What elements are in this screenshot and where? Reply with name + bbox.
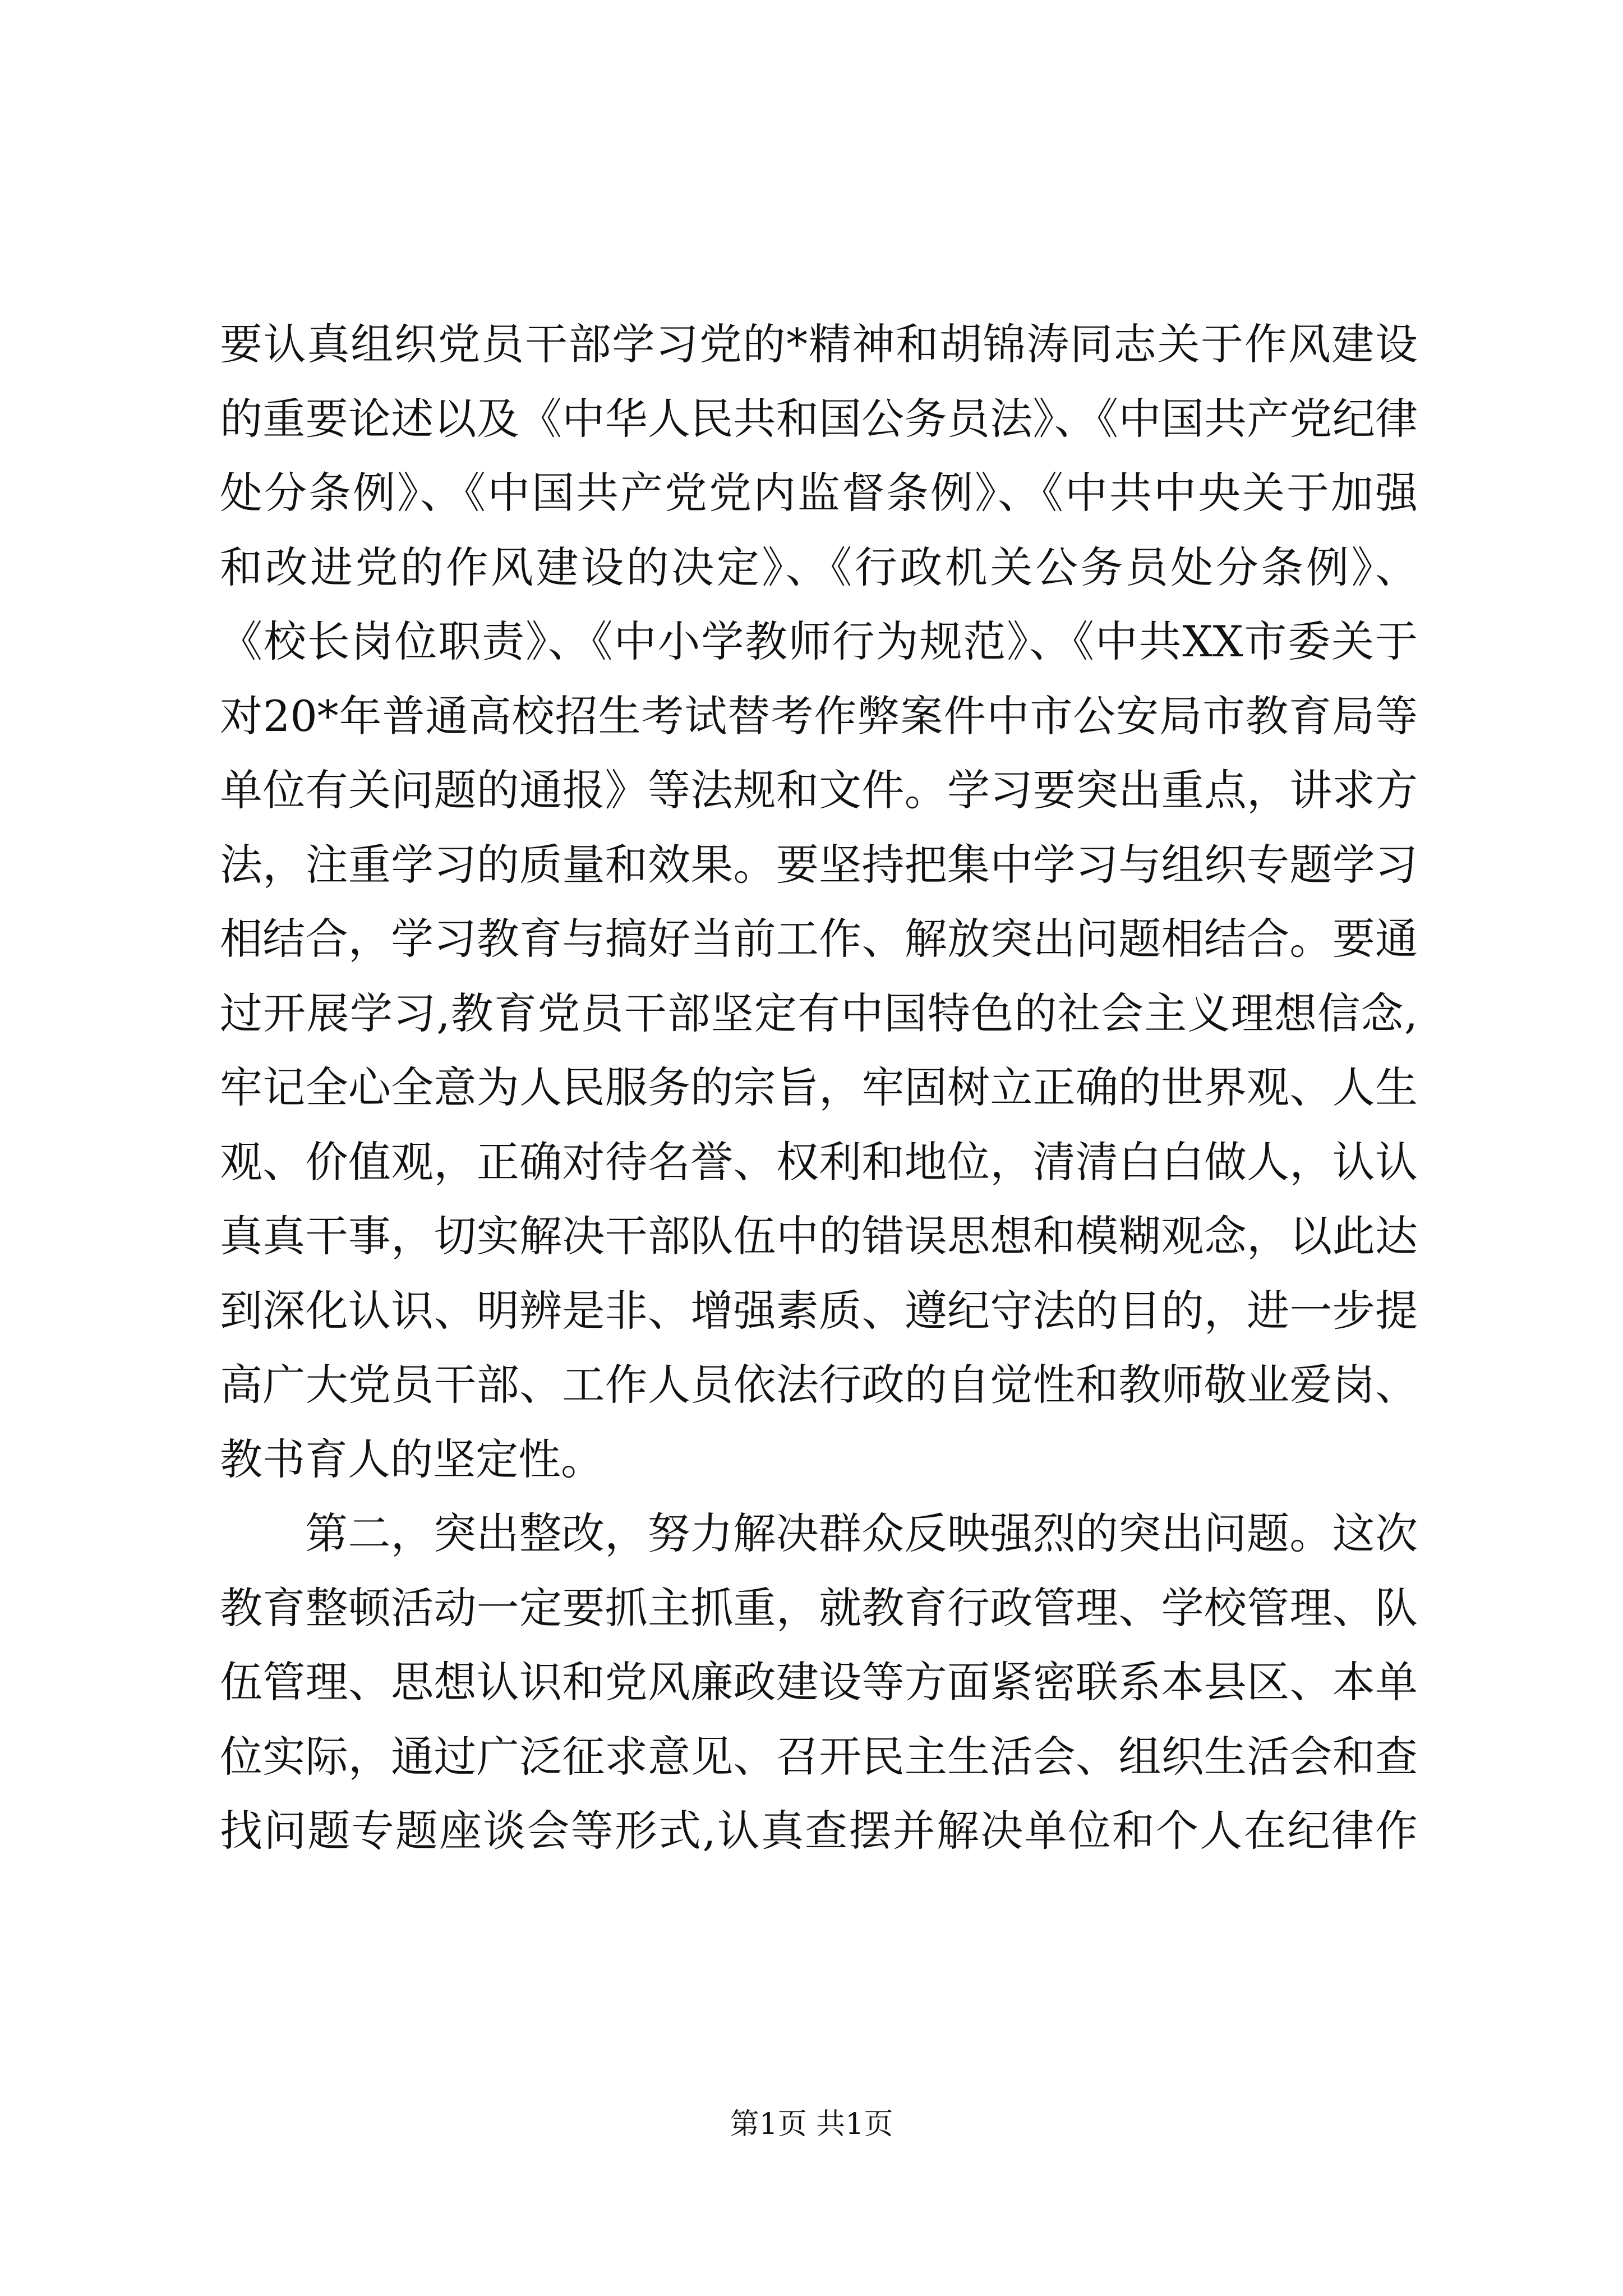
text-line: 伍管理、思想认识和党风廉政建设等方面紧密联系本县区、本单 <box>220 1657 1418 1707</box>
text-line: 教书育人的坚定性。 <box>220 1434 603 1484</box>
text-line: 对20*年普通高校招生考试替考作弊案件中市公安局市教育局等 <box>220 691 1418 741</box>
text-line: 教育整顿活动一定要抓主抓重，就教育行政管理、学校管理、队 <box>220 1582 1418 1633</box>
text-line: 的重要论述以及《中华人民共和国公务员法》、《中国共产党纪律 <box>220 393 1418 444</box>
text-line: 《校长岗位职责》、《中小学教师行为规范》、《中共XX市委关于 <box>220 616 1418 666</box>
text-line: 单位有关问题的通报》等法规和文件。学习要突出重点，讲求方 <box>220 765 1418 815</box>
text-line: 观、价值观，正确对待名誉、权利和地位，清清白白做人，认认 <box>220 1137 1418 1187</box>
text-line: 过开展学习,教育党员干部坚定有中国特色的社会主义理想信念, <box>220 988 1418 1038</box>
text-line: 第二，突出整改，努力解决群众反映强烈的突出问题。这次 <box>305 1508 1418 1558</box>
text-line: 要认真组织党员干部学习党的*精神和胡锦涛同志关于作风建设 <box>220 319 1418 369</box>
text-line: 高广大党员干部、工作人员依法行政的自觉性和教师敬业爱岗、 <box>220 1360 1418 1410</box>
text-line: 到深化认识、明辨是非、增强素质、遵纪守法的目的，进一步提 <box>220 1285 1418 1336</box>
text-line: 相结合，学习教育与搞好当前工作、解放突出问题相结合。要通 <box>220 914 1418 964</box>
text-line: 法，注重学习的质量和效果。要坚持把集中学习与组织专题学习 <box>220 839 1418 890</box>
text-line: 真真干事，切实解决干部队伍中的错误思想和模糊观念，以此达 <box>220 1211 1418 1261</box>
text-line: 找问题专题座谈会等形式,认真查摆并解决单位和个人在纪律作 <box>220 1806 1418 1856</box>
text-line: 和改进党的作风建设的决定》、《行政机关公务员处分条例》、 <box>220 542 1418 592</box>
text-line: 位实际，通过广泛征求意见、召开民主生活会、组织生活会和查 <box>220 1731 1418 1782</box>
text-line: 牢记全心全意为人民服务的宗旨，牢固树立正确的世界观、人生 <box>220 1062 1418 1112</box>
text-line: 处分条例》、《中国共产党党内监督条例》、《中共中央关于加强 <box>220 468 1418 518</box>
document-body <box>220 307 1418 1869</box>
page-footer: 第1页 共1页 <box>730 2108 893 2141</box>
